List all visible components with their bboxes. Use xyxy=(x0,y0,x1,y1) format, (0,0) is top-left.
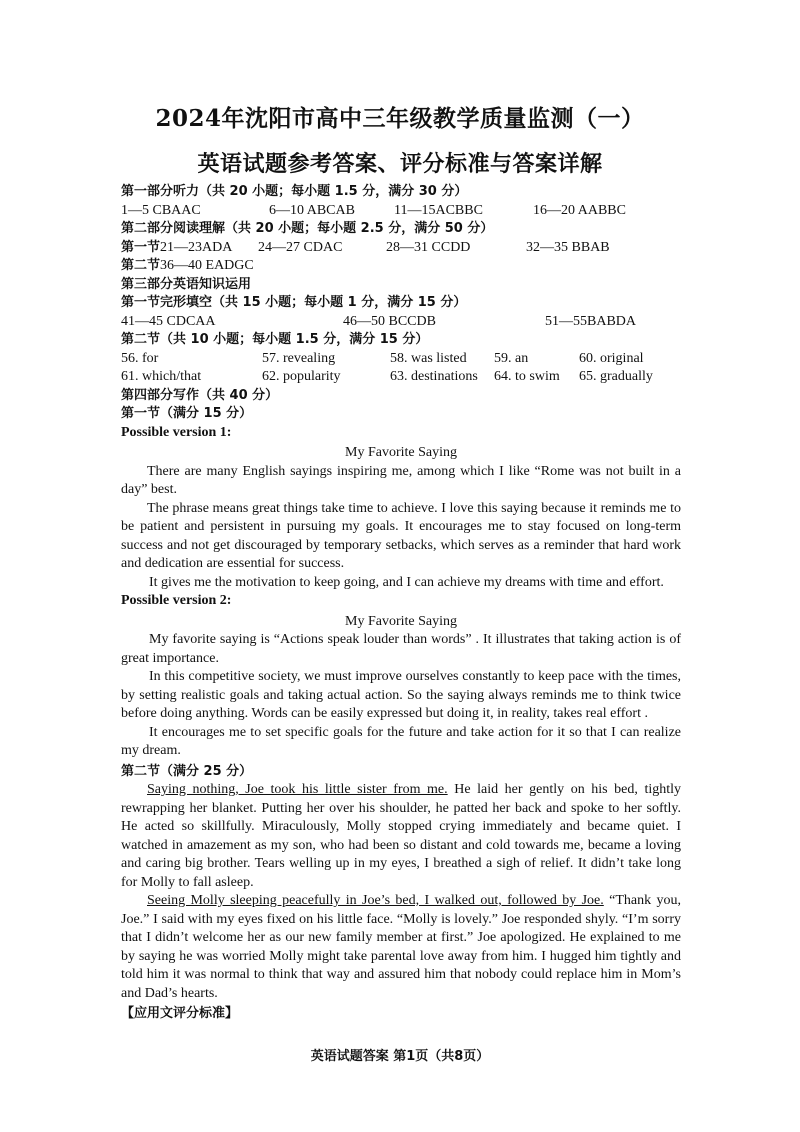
answer-group: 24—27 CDAC xyxy=(258,239,343,255)
part4-heading: 第四部分写作（共 40 分） xyxy=(121,387,279,403)
given-opening-sentence: Saying nothing, Joe took his little sister from me. xyxy=(147,782,448,797)
part3-section1-answers xyxy=(121,313,681,332)
part2-section1-answers xyxy=(121,239,681,258)
answer-item: 56. for xyxy=(121,350,159,366)
version2-title: My Favorite Saying xyxy=(345,613,457,629)
answer-group: 41—45 CDCAA xyxy=(121,313,216,329)
document-subtitle: 英语试题参考答案、评分标准与答案详解 xyxy=(197,151,603,177)
version2-paragraph: In this competitive society, we must improve ourselves constantly to keep pace with the times, by setting realistic goals and taking actual action. So the saying always reminds me to think twice before doing anything. Words can be easily expressed but doing it, in reality, takes real effort . xyxy=(121,669,681,721)
part3-section1-heading: 第一节完形填空（共 15 小题；每小题 1 分，满分 15 分） xyxy=(121,295,467,310)
version1-label: Possible version 1: xyxy=(121,424,232,440)
answer-item: 64. to swim xyxy=(494,369,560,384)
answer-group: 36—40 EADGC xyxy=(160,258,254,273)
part2-section2-answers xyxy=(121,257,681,276)
answer-group: 6—10 ABCAB xyxy=(269,202,355,218)
version1-paragraph: The phrase means great things take time to achieve. I love this saying because it reminds me to be patient and persistent in pursuing my goals. It encourages me to stay focused on long-term success and not get discouraged by temporary setbacks, which serves as a reminder that hard work and dedication are essential for success. xyxy=(121,500,681,571)
answer-item: 59. an xyxy=(494,350,529,366)
answer-item: 62. popularity xyxy=(262,369,341,384)
part3-section2-heading: 第二节（共 10 小题；每小题 1.5 分，满分 15 分） xyxy=(121,332,429,347)
version2-paragraph: It encourages me to set specific goals for the future and take action for it so that I can realize my dream. xyxy=(121,724,681,758)
answer-group: 16—20 AABBC xyxy=(533,202,626,218)
version2-paragraph: My favorite saying is “Actions speak louder than words” . It illustrates that taking action is of great importance. xyxy=(121,632,681,666)
given-opening-sentence: Seeing Molly sleeping peacefully in Joe’s bed, I walked out, followed by Joe. xyxy=(147,893,604,908)
part4-section1-heading: 第一节（满分 15 分） xyxy=(121,406,253,421)
part1-heading: 第一部分听力（共 20 小题；每小题 1.5 分，满分 30 分） xyxy=(121,184,468,199)
continuation-paragraph-2 xyxy=(121,892,681,1003)
document-body xyxy=(121,183,681,1024)
answer-item: 60. original xyxy=(579,350,644,366)
answer-group: 11—15ACBBC xyxy=(394,202,483,218)
section-label: 第二节 xyxy=(121,258,161,273)
continuation-paragraph-1 xyxy=(121,781,681,892)
paragraph-text: “Thank you, Joe.” I said with my eyes fixed on his little face. “Molly is lovely.” Joe responded shyly. “I’m sorry that I didn’t welcome her as our new family member at first.” Joe apologized. He explained to me by saying he was worried Molly might take parental love away from him. I hugged him tightly and told him it was normal to think that way and assured him that nobody could replace him in Mom’s and Dad’s hearts. xyxy=(121,893,682,1001)
answer-item: 57. revealing xyxy=(262,350,336,366)
answer-group: 32—35 BBAB xyxy=(526,239,610,255)
answer-item: 61. which/that xyxy=(121,369,202,384)
version1-paragraph: There are many English sayings inspiring me, among which I like “Rome was not built in a day” best. xyxy=(121,463,681,497)
answer-item: 65. gradually xyxy=(579,369,653,384)
part3-answers-row2 xyxy=(121,368,681,387)
part4-section2-heading: 第二节（满分 25 分） xyxy=(121,763,253,779)
answer-item: 63. destinations xyxy=(390,369,478,384)
answer-item: 58. was listed xyxy=(390,350,467,366)
answer-group: 1—5 CBAAC xyxy=(121,202,201,218)
version1-paragraph: It gives me the motivation to keep going, and I can achieve my dreams with time and effort. xyxy=(149,574,664,590)
paragraph-text: He laid her gently on his bed, tightly rewrapping her blanket. Putting her over his shoulder, he patted her back and spoke to her softly. He acted so skillfully. Miraculously, Molly stopped crying immediately and became quiet. I watched in amazement as my son, who had been so distant and cold towards me, became a loving and caring big brother. Tears welling up in my eyes, I breathed a sigh of relief. It didn’t take long for Molly to fall asleep. xyxy=(121,782,682,890)
part1-answers xyxy=(121,202,681,221)
answer-group: 51—55BABDA xyxy=(545,313,637,329)
section-label: 第一节 xyxy=(121,239,161,255)
answer-group: 28—31 CCDD xyxy=(386,239,471,255)
answer-group: 21—23ADA xyxy=(160,239,233,255)
version2-label: Possible version 2: xyxy=(121,593,232,608)
document-title: 2024年沈阳市高中三年级教学质量监测（一） xyxy=(155,105,645,132)
part2-heading: 第二部分阅读理解（共 20 小题；每小题 2.5 分，满分 50 分） xyxy=(121,221,494,236)
version1-title: My Favorite Saying xyxy=(345,445,457,460)
part3-answers-row1 xyxy=(121,350,681,369)
part3-heading: 第三部分英语知识运用 xyxy=(121,276,252,292)
criteria-heading: 【应用文评分标准】 xyxy=(121,1006,239,1021)
answer-group: 46—50 BCCDB xyxy=(343,313,436,329)
page-footer: 英语试题答案 第1页（共8页） xyxy=(310,1049,490,1064)
